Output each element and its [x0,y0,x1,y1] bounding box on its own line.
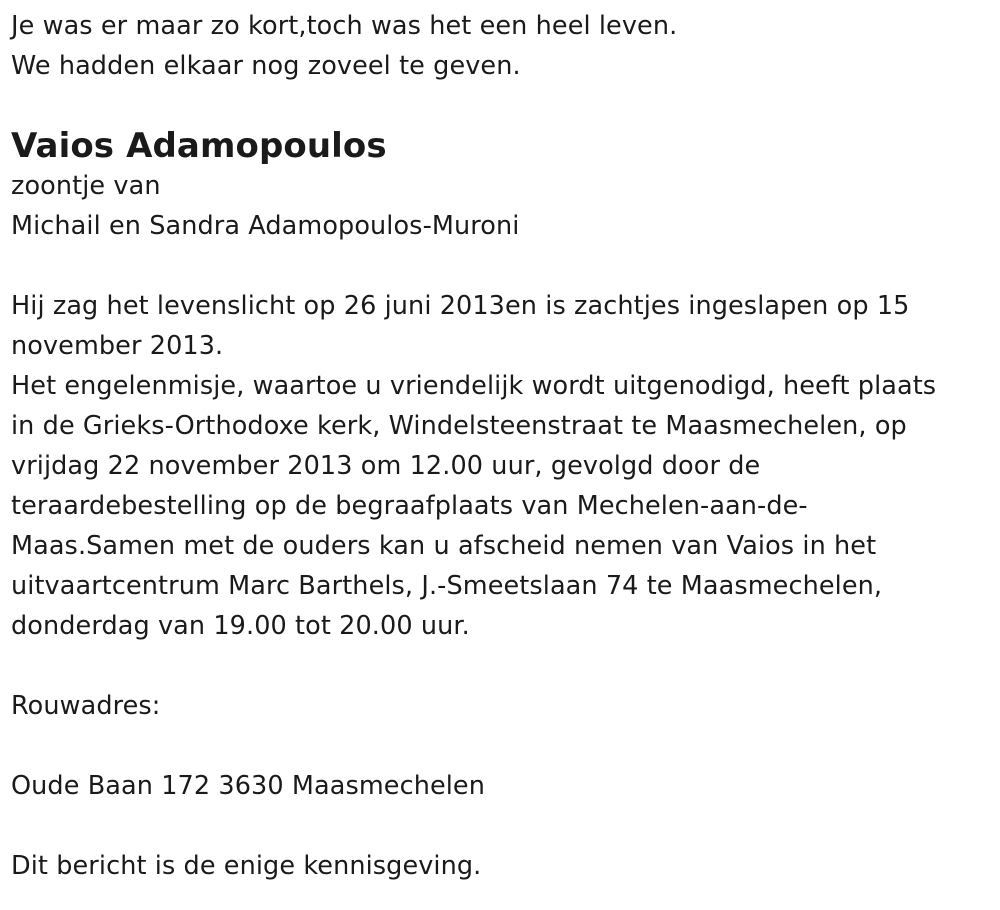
body-line: Het engelenmisje, waartoe u vriendelijk wordt uitgenodigd, heeft plaats [11,371,937,401]
body-line: donderdag van 19.00 tot 20.00 uur. [11,611,470,641]
death-notice [11,6,986,886]
body-line: vrijdag 22 november 2013 om 12.00 uur, gevolgd door de [11,451,761,481]
spacer [11,246,986,286]
spacer [11,726,986,766]
relation-text: zoontje van [11,171,161,201]
spacer [11,646,986,686]
mourning-address-label: Rouwadres: [11,691,161,721]
intro-line-2: We hadden elkaar nog zoveel te geven. [11,51,521,81]
body-line: Maas.Samen met de ouders kan u afscheid nemen van Vaios in het [11,531,877,561]
body-line: teraardebestelling op de begraafplaats van Mechelen-aan-de- [11,491,808,521]
closing-text: Dit bericht is de enige kennisgeving. [11,851,482,881]
body-line: in de Grieks-Orthodoxe kerk, Windelsteenstraat te Maasmechelen, op [11,411,907,441]
deceased-name: Vaios Adamopoulos [11,126,387,166]
mourning-address: Oude Baan 172 3630 Maasmechelen [11,771,485,801]
intro-line-1: Je was er maar zo kort,toch was het een heel leven. [11,11,678,41]
body-line: uitvaartcentrum Marc Barthels, J.-Smeetslaan 74 te Maasmechelen, [11,571,883,601]
parents-names: Michail en Sandra Adamopoulos-Muroni [11,211,520,241]
body-line: november 2013. [11,331,224,361]
body-line: Hij zag het levenslicht op 26 juni 2013en is zachtjes ingeslapen op 15 [11,291,910,321]
spacer [11,806,986,846]
